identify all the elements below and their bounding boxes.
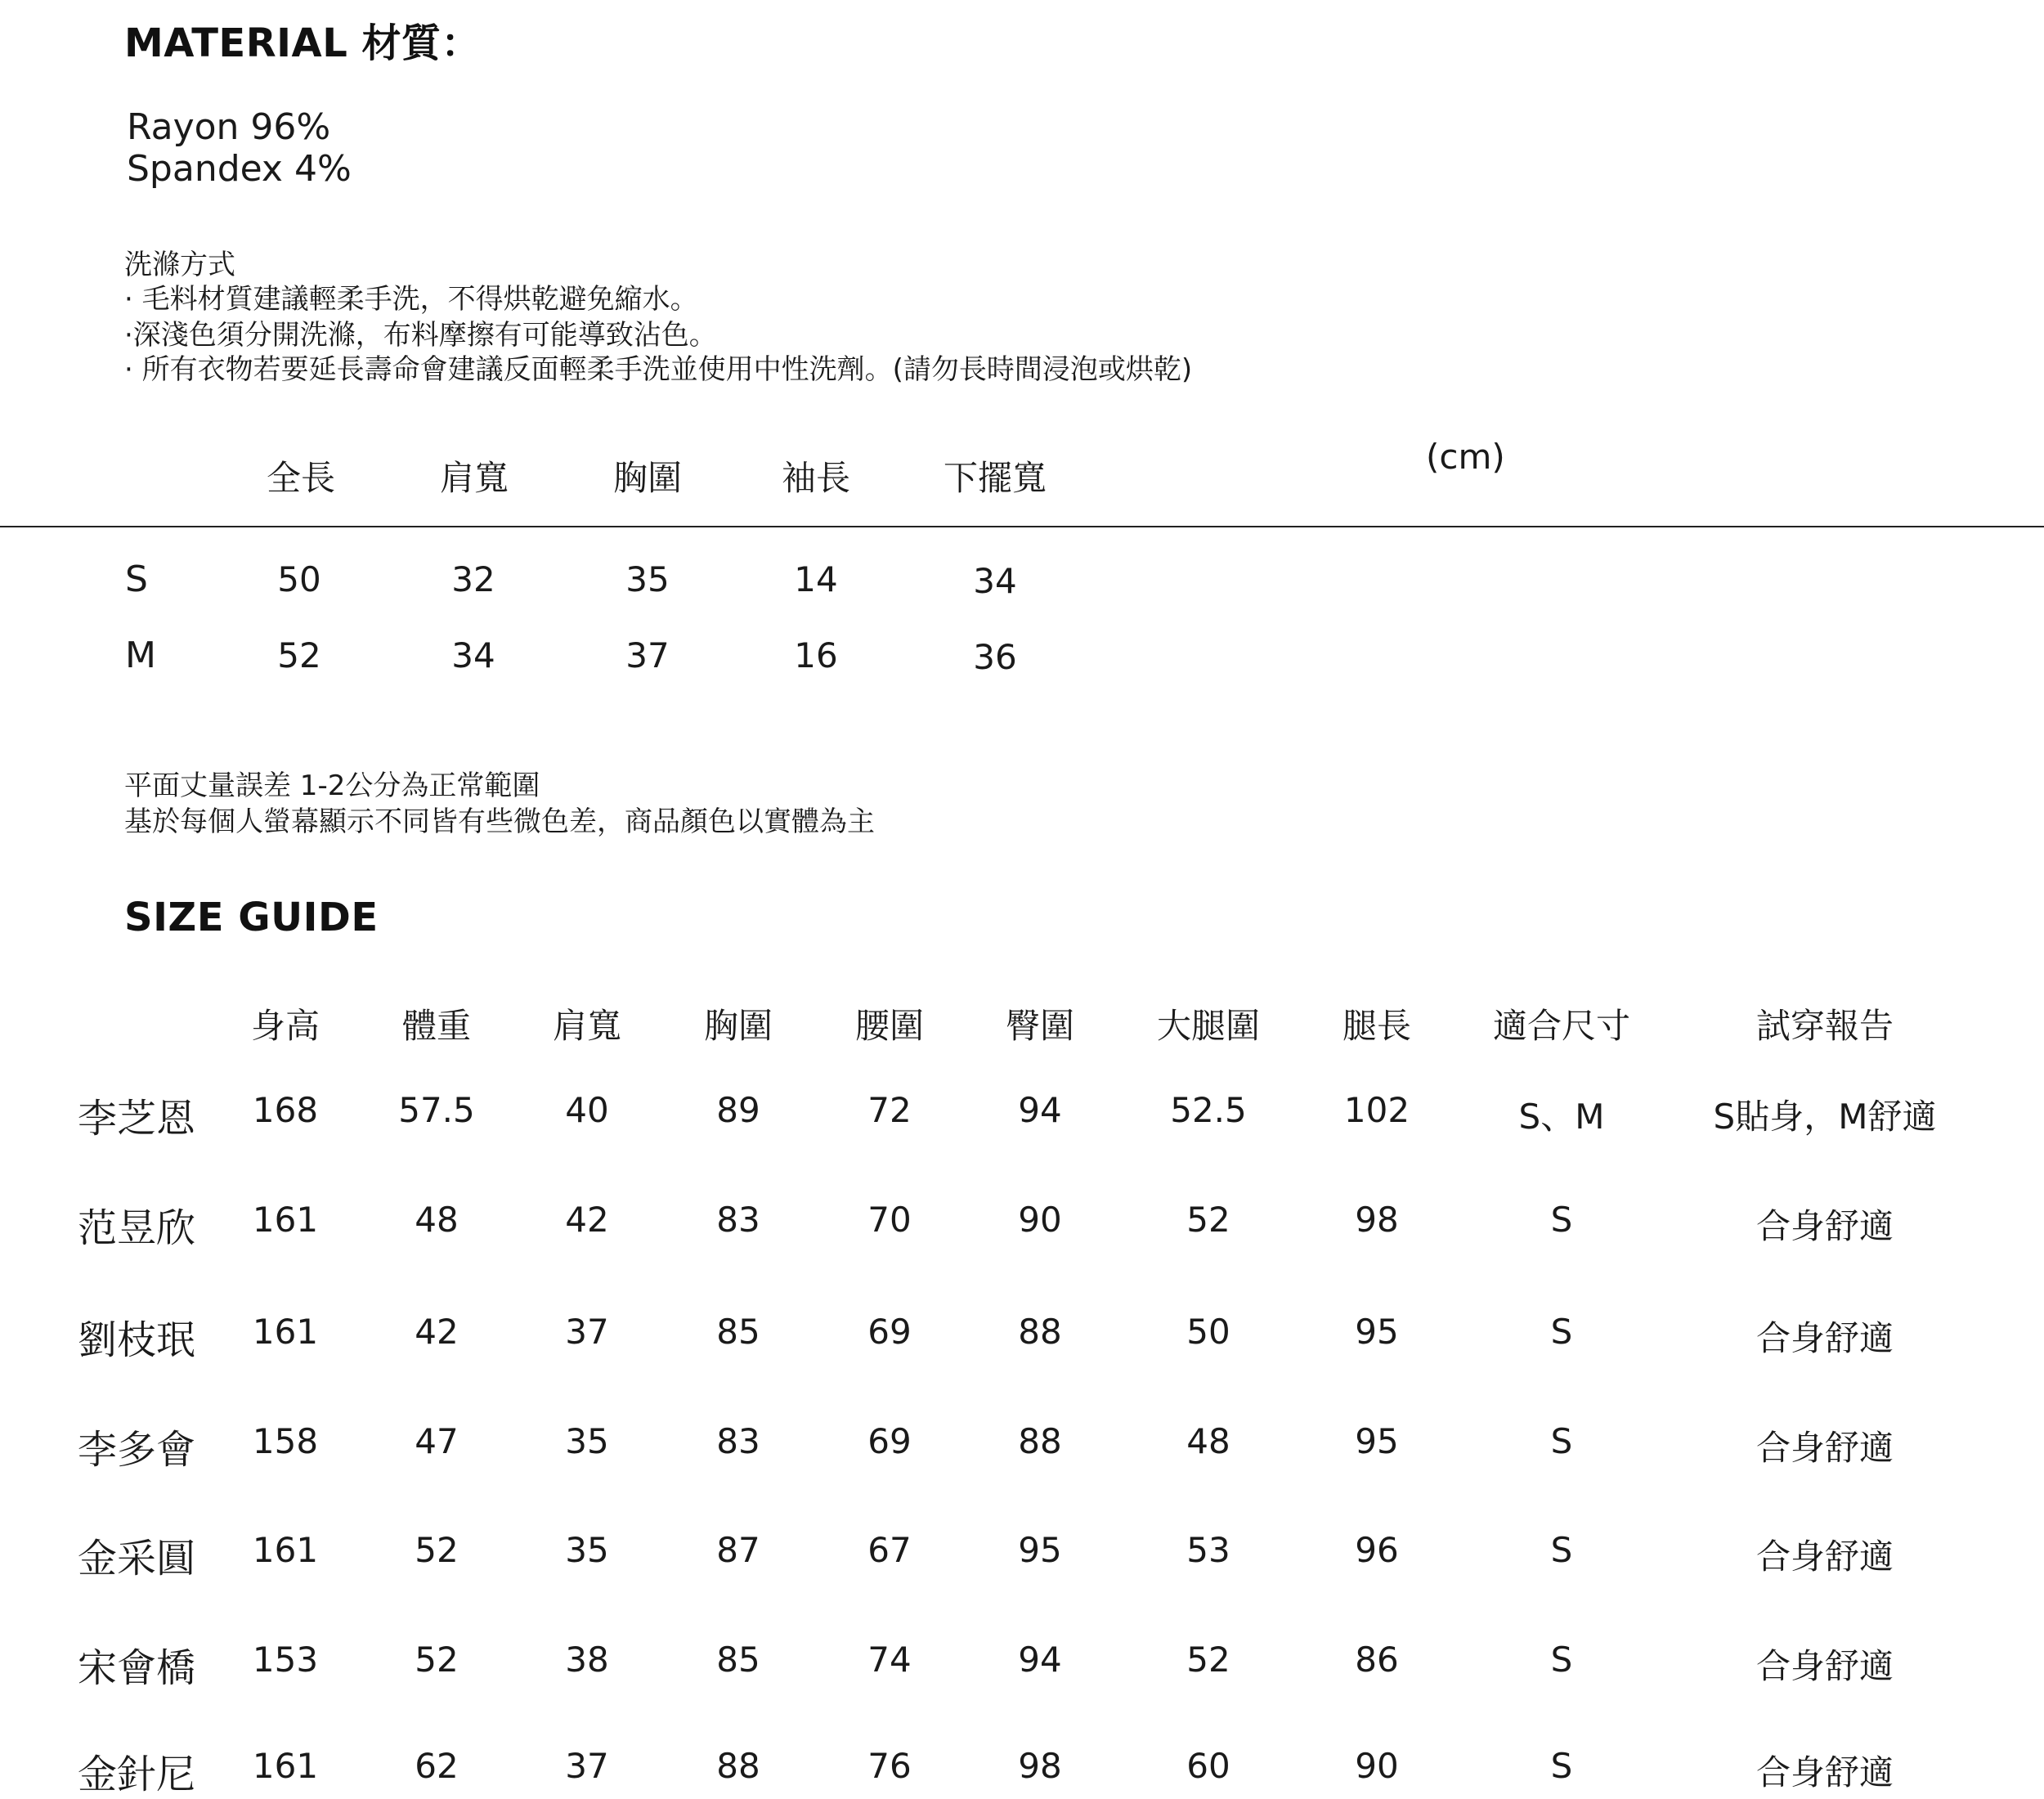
guide-cell-chest: 85 (716, 1640, 760, 1680)
measure-header-sleeve: 袖長 (781, 458, 850, 498)
guide-cell-fit-report: 合身舒適 (1755, 1646, 1894, 1686)
guide-cell-hip: 94 (1018, 1090, 1062, 1130)
size-guide-title: SIZE GUIDE (124, 895, 379, 940)
guide-cell-leg-length: 98 (1355, 1200, 1399, 1240)
guide-cell-height: 161 (252, 1200, 319, 1240)
guide-header-leg-length: 腿長 (1342, 1006, 1411, 1046)
guide-cell-thigh: 53 (1186, 1530, 1230, 1570)
guide-header-height: 身高 (250, 1006, 320, 1046)
guide-cell-fit-size: S (1550, 1746, 1573, 1786)
guide-cell-weight: 48 (415, 1200, 459, 1240)
guide-cell-chest: 85 (716, 1312, 760, 1352)
guide-cell-thigh: 50 (1186, 1312, 1230, 1352)
measure-cell: 50 (277, 559, 321, 599)
guide-cell-weight: 42 (415, 1312, 459, 1352)
guide-cell-height: 153 (252, 1640, 319, 1680)
guide-cell-fit-report: 合身舒適 (1755, 1318, 1894, 1358)
guide-header-fit-report: 試穿報告 (1755, 1006, 1894, 1046)
guide-cell-waist: 69 (867, 1421, 912, 1461)
measure-cell: 37 (625, 635, 670, 675)
guide-cell-weight: 47 (415, 1421, 459, 1461)
guide-cell-fit-size: S (1550, 1200, 1573, 1240)
measure-cell: 34 (973, 561, 1017, 601)
guide-cell-fit-report: 合身舒適 (1755, 1537, 1894, 1577)
material-line-spandex: Spandex 4% (127, 148, 352, 190)
guide-cell-height: 161 (252, 1312, 319, 1352)
measure-divider (0, 526, 2044, 527)
guide-header-hip: 臀圍 (1005, 1006, 1074, 1046)
guide-cell-weight: 52 (415, 1530, 459, 1570)
guide-cell-waist: 67 (867, 1530, 912, 1570)
model-name: 李多會 (78, 1427, 196, 1473)
guide-cell-weight: 62 (415, 1746, 459, 1786)
guide-cell-fit-size: S (1550, 1421, 1573, 1461)
guide-cell-waist: 72 (867, 1090, 912, 1130)
note-tolerance: 平面丈量誤差 1-2公分為正常範圍 (124, 769, 540, 802)
guide-cell-fit-size: S (1550, 1530, 1573, 1570)
guide-cell-fit-size: S (1550, 1312, 1573, 1352)
guide-cell-fit-size: S (1550, 1640, 1573, 1680)
guide-cell-chest: 87 (716, 1530, 760, 1570)
guide-cell-leg-length: 102 (1343, 1090, 1410, 1130)
guide-header-fit-size: 適合尺寸 (1492, 1006, 1630, 1046)
measure-cell: 14 (794, 559, 838, 599)
guide-cell-waist: 76 (867, 1746, 912, 1786)
guide-cell-leg-length: 95 (1355, 1421, 1399, 1461)
model-name: 范昱欣 (78, 1205, 196, 1251)
measure-cell: 34 (451, 635, 495, 675)
guide-cell-thigh: 52 (1186, 1200, 1230, 1240)
guide-cell-fit-report: S貼身，M舒適 (1713, 1097, 1937, 1137)
guide-header-thigh: 大腿圍 (1156, 1006, 1260, 1046)
guide-cell-weight: 52 (415, 1640, 459, 1680)
guide-cell-height: 161 (252, 1530, 319, 1570)
measure-header-shoulder: 肩寬 (439, 458, 509, 498)
wash-line-1: · 毛料材質建議輕柔手洗，不得烘乾避免縮水。 (124, 283, 698, 316)
guide-cell-leg-length: 95 (1355, 1312, 1399, 1352)
model-name: 金針尼 (78, 1752, 196, 1797)
guide-cell-shoulder: 37 (565, 1746, 609, 1786)
guide-header-shoulder: 肩寬 (552, 1006, 621, 1046)
measure-cell: 52 (277, 635, 321, 675)
wash-title: 洗滌方式 (124, 249, 235, 281)
guide-cell-thigh: 60 (1186, 1746, 1230, 1786)
guide-cell-thigh: 52.5 (1170, 1090, 1247, 1130)
guide-cell-leg-length: 86 (1355, 1640, 1399, 1680)
guide-cell-chest: 83 (716, 1200, 760, 1240)
guide-cell-fit-report: 合身舒適 (1755, 1752, 1894, 1792)
model-name: 金采圓 (78, 1536, 196, 1581)
note-color-difference: 基於每個人螢幕顯示不同皆有些微色差，商品顏色以實體為主 (124, 805, 875, 838)
guide-cell-shoulder: 40 (565, 1090, 609, 1130)
guide-cell-waist: 69 (867, 1312, 912, 1352)
guide-cell-leg-length: 90 (1355, 1746, 1399, 1786)
guide-cell-shoulder: 35 (565, 1530, 609, 1570)
guide-cell-fit-report: 合身舒適 (1755, 1428, 1894, 1468)
guide-cell-chest: 89 (716, 1090, 760, 1130)
wash-line-3: · 所有衣物若要延長壽命會建議反面輕柔手洗並使用中性洗劑。(請勿長時間浸泡或烘乾) (124, 353, 1193, 386)
guide-header-waist: 腰圍 (854, 1006, 924, 1046)
wash-line-2: ·深淺色須分開洗滌，布料摩擦有可能導致沾色。 (124, 319, 717, 352)
guide-cell-hip: 98 (1018, 1746, 1062, 1786)
guide-cell-waist: 70 (867, 1200, 912, 1240)
guide-cell-height: 158 (252, 1421, 319, 1461)
guide-cell-hip: 88 (1018, 1421, 1062, 1461)
measure-header-chest: 胸圍 (612, 458, 682, 498)
measure-cell: 32 (451, 559, 495, 599)
guide-cell-hip: 88 (1018, 1312, 1062, 1352)
guide-cell-fit-size: S、M (1518, 1097, 1605, 1137)
measure-header-length: 全長 (266, 458, 335, 498)
guide-cell-waist: 74 (867, 1640, 912, 1680)
model-name: 劉枝珉 (78, 1317, 196, 1363)
material-line-rayon: Rayon 96% (127, 106, 331, 148)
guide-cell-shoulder: 35 (565, 1421, 609, 1461)
guide-cell-leg-length: 96 (1355, 1530, 1399, 1570)
guide-cell-shoulder: 37 (565, 1312, 609, 1352)
guide-header-weight: 體重 (401, 1006, 471, 1046)
material-title: MATERIAL 材質： (124, 20, 481, 66)
guide-cell-hip: 90 (1018, 1200, 1062, 1240)
guide-cell-height: 161 (252, 1746, 319, 1786)
guide-cell-hip: 94 (1018, 1640, 1062, 1680)
guide-cell-thigh: 52 (1186, 1640, 1230, 1680)
model-name: 李芝恩 (78, 1096, 196, 1142)
measure-cell: 35 (625, 559, 670, 599)
measure-header-hem: 下擺寬 (943, 458, 1047, 498)
guide-cell-weight: 57.5 (398, 1090, 475, 1130)
guide-cell-hip: 95 (1018, 1530, 1062, 1570)
measure-cell: 36 (973, 637, 1017, 677)
measure-size-label: M (125, 635, 156, 676)
measure-size-label: S (125, 559, 148, 600)
guide-cell-thigh: 48 (1186, 1421, 1230, 1461)
guide-header-chest: 胸圍 (703, 1006, 773, 1046)
guide-cell-height: 168 (252, 1090, 319, 1130)
guide-cell-shoulder: 42 (565, 1200, 609, 1240)
guide-cell-fit-report: 合身舒適 (1755, 1206, 1894, 1246)
model-name: 宋會橋 (78, 1645, 196, 1691)
guide-cell-shoulder: 38 (565, 1640, 609, 1680)
guide-cell-chest: 88 (716, 1746, 760, 1786)
measure-cell: 16 (794, 635, 838, 675)
guide-cell-chest: 83 (716, 1421, 760, 1461)
measure-unit: (cm) (1426, 437, 1505, 477)
